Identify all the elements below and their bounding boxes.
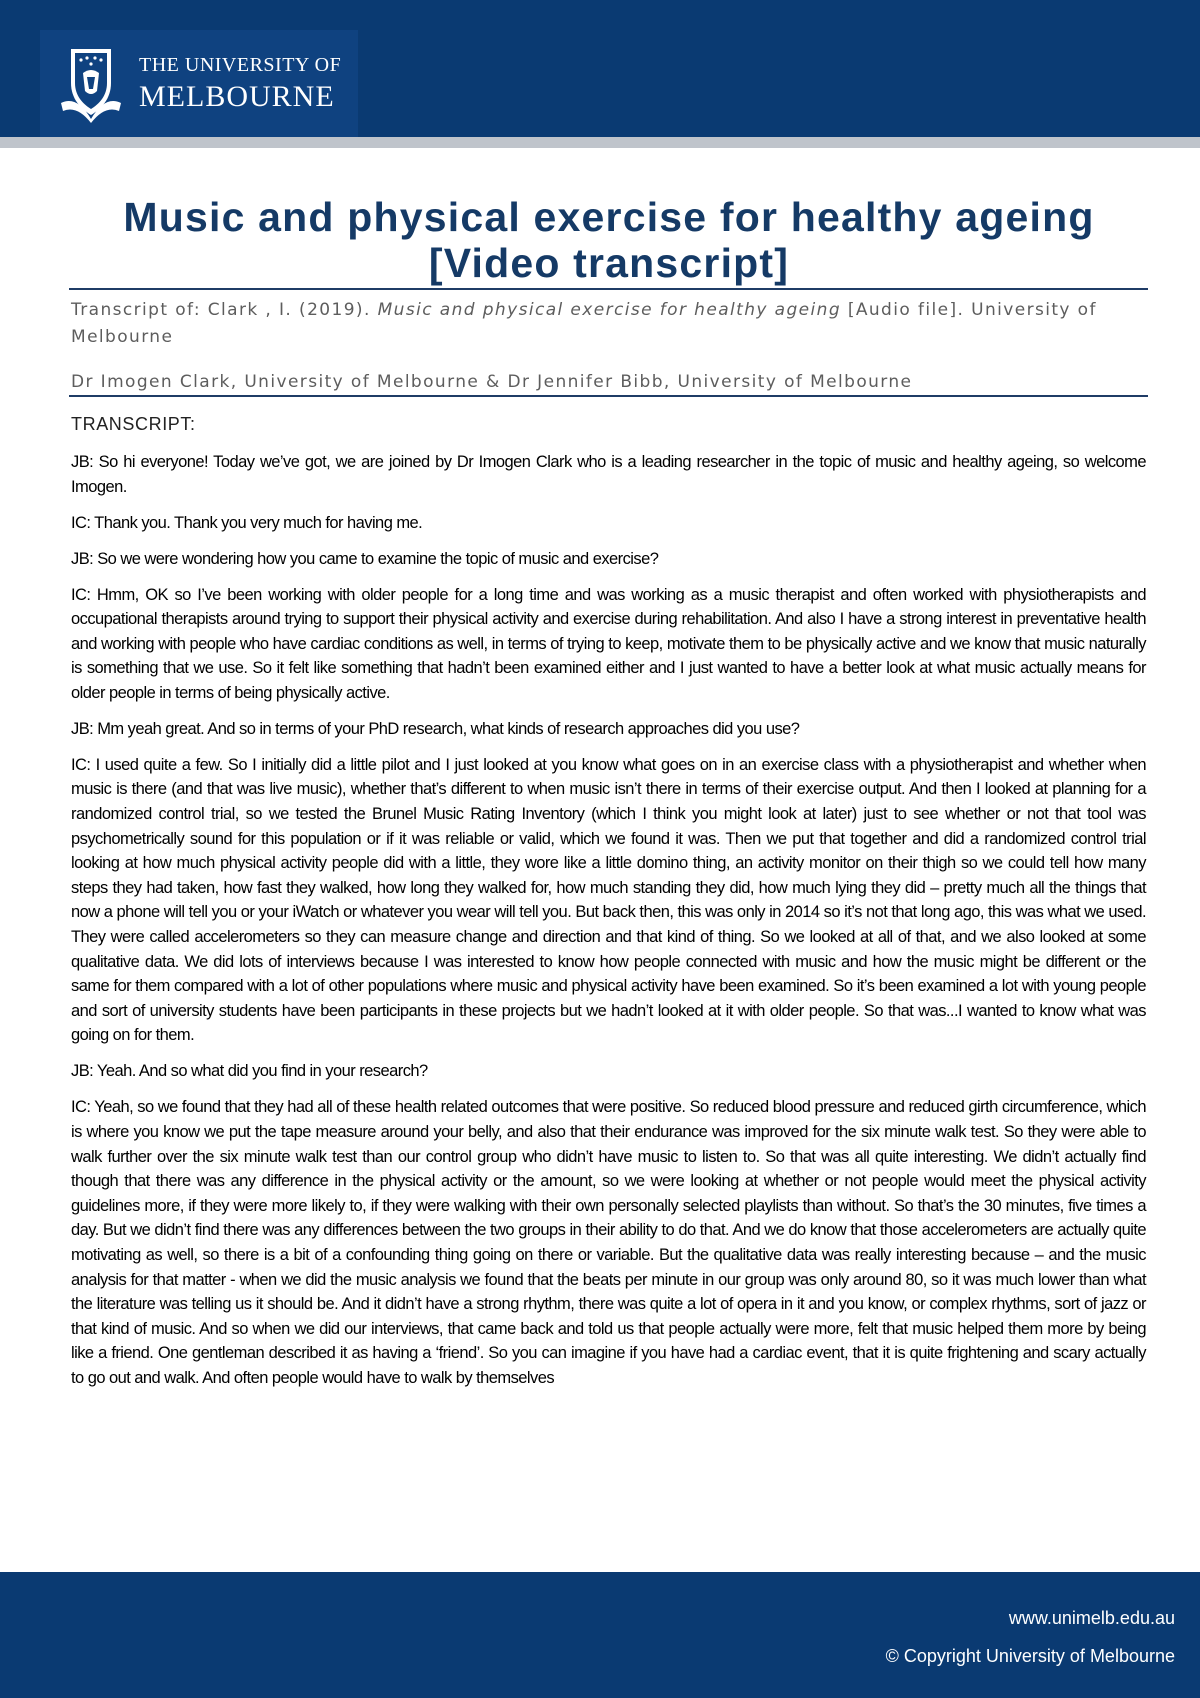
title-rule [69,288,1148,290]
document-title: Music and physical exercise for healthy ageing [Video transcript] [123,194,1095,286]
footer-banner [0,1572,1200,1698]
transcript-paragraph: JB: So hi everyone! Today we’ve got, we are joined by Dr Imogen Clark who is a leading researcher in the topic of music and healthy ageing, so welcome Imogen. [71,453,1146,496]
header-divider [0,137,1200,148]
citation-suffix: [Audio file]. University of Melbourne [71,300,1097,347]
transcript-paragraph: IC: Hmm, OK so I’ve been working with older people for a long time and was working as a music therapist and often worked with physiotherapists and occupational therapists around trying to support their physical activity and exercise during rehabilitation. And also I have a strong interest in preventative health and working with people who have cardiac conditions as well, in terms of trying to keep, motivate them to be physically active and we know that music naturally is something that we use. So it felt like something that hadn’t been examined either and I just wanted to have a better look at what music actually means for older people in terms of being physically active. [71,585,1146,702]
transcript-paragraph: JB: Yeah. And so what did you find in your research? [71,1062,428,1081]
university-wordmark [139,55,341,112]
transcript-paragraph: JB: Mm yeah great. And so in terms of your PhD research, what kinds of research approaches did you use? [71,719,800,738]
university-logo[interactable] [40,30,358,137]
header-banner [0,0,1200,137]
transcript-paragraph: IC: Yeah, so we found that they had all of these health related outcomes that were positive. So reduced blood pressure and reduced girth circumference, which is where you know we put the tape measure around your belly, and also that their endurance was improved for the six minute walk test. So they were able to walk further over the six minute walk test than our control group who didn’t have music to listen to. So that was all quite interesting. We didn’t actually find though that there was any difference in the physical activity or the amount, so we were looking at whether or not people would meet the physical activity guidelines more, if they were more likely to, if they were walking with their own personally selected playlists than without. So that’s the 30 minutes, five times a day. But we didn’t find there was any differences between the two groups in their ability to do that. And we do know that those accelerometers are actually quite motivating as well, so there is a bit of a confounding thing going on there or variable. But the qualitative data was really interesting because – and the music analysis for that matter - when we did the music analysis we found that the beats per minute in our group was only around 80, so it was much lower than what the literature was telling us it should be. And it didn’t have a strong rhythm, there was quite a lot of opera in it and you know, or complex rhythms, sort of jazz or that kind of music. And so when we did our interviews, that came back and told us that people actually were more, felt that music helped them more by being like a friend. One gentleman described it as having a ‘friend’. So you can imagine if you have had a cardiac event, that it is quite frightening and scary actually to go out and walk. And often people would have to walk by themselves [71,1098,1146,1387]
wordmark-line-2: MELBOURNE [139,80,335,113]
university-crest-icon [57,45,125,123]
citation-title: Music and physical exercise for healthy ageing [377,300,842,320]
transcript-body [71,450,1146,1402]
website-link[interactable]: www.unimelb.edu.au [1008,1608,1175,1628]
citation [71,297,1146,351]
transcript-paragraph: IC: I used quite a few. So I initially did a little pilot and I just looked at you know what goes on in an exercise class with a physiotherapist and whether when music is there (and that was live music), whether that’s different to when music isn’t there in terms of their exercise output. And then I looked at planning for a randomized control trial, so we tested the Brunel Music Rating Inventory (which I think you might look at later) just to see whether or not that tool was psychometrically sound for this population or if it was reliable or valid, which we found it was. Then we put that together and did a randomized control trial looking at how much physical activity people did with a little, they wore like a little domino thing, an activity monitor on their thigh so we could tell how many steps they had taken, how fast they walked, how long they walked for, how much standing they did, how much lying they did – pretty much all the things that now a phone will tell you or your iWatch or whatever you wear will tell you. But back then, this was only in 2014 so it’s not that long ago, this was what we used. They were called accelerometers so they can measure change and direction and that kind of thing. So we looked at all of that, and we also looked at some qualitative data. We did lots of interviews because I was interested to know how people connected with music and how the music might be different or the same for them compared with a lot of other populations where music and physical activity have been examined. So it’s been examined a lot with young people and sort of university students have been participants in these projects but we hadn’t looked at it with older people. So that was...I wanted to know what was going on for them. [71,755,1146,1045]
transcript-paragraph: IC: Thank you. Thank you very much for having me. [71,513,423,532]
copyright-notice: © Copyright University of Melbourne [885,1646,1175,1666]
transcript-paragraph: JB: So we were wondering how you came to examine the topic of music and exercise? [71,549,659,568]
transcript-heading: TRANSCRIPT: [71,414,196,434]
authors-line: Dr Imogen Clark, University of Melbourne & Dr Jennifer Bibb, University of Melbourne [71,372,913,392]
authors-rule [69,395,1148,397]
wordmark-line-1: THE UNIVERSITY OF [139,54,342,76]
citation-prefix: Transcript of: Clark , I. (2019). [71,300,378,320]
